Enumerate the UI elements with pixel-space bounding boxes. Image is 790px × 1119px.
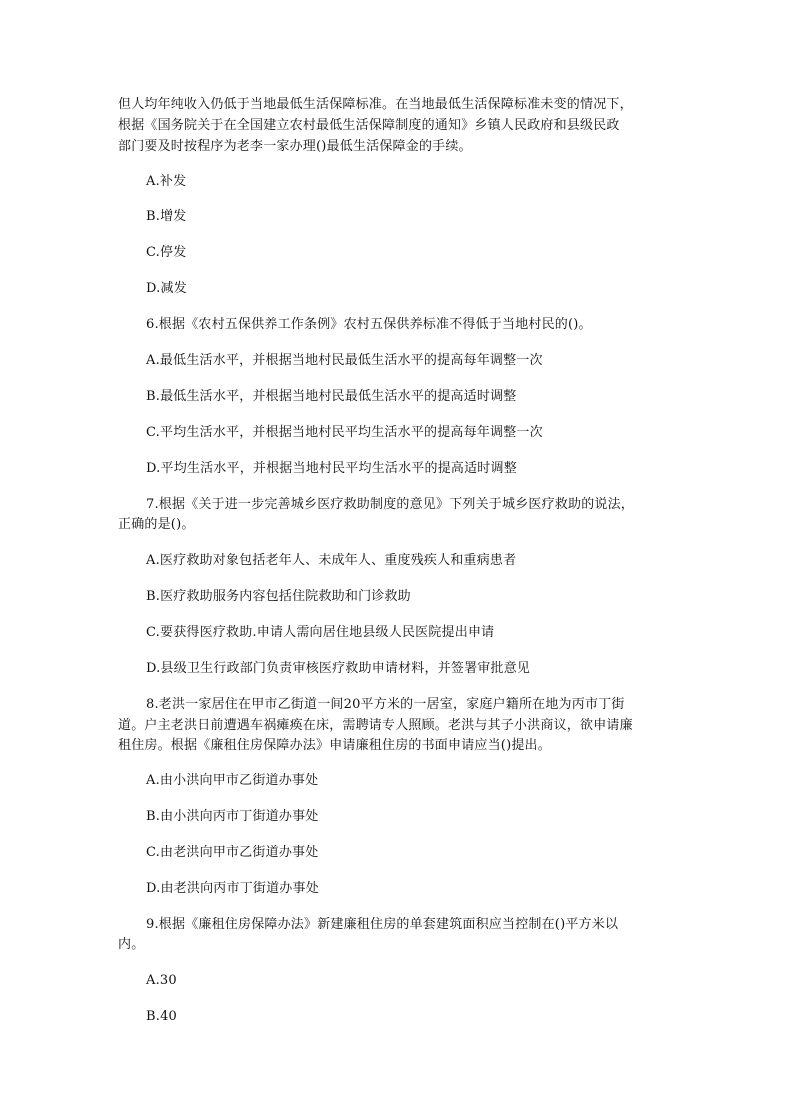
q6-option-b: B.最低生活水平，并根据当地村民最低生活水平的提高适时调整 bbox=[146, 389, 517, 404]
q7-stem-line-1: 7.根据《关于进一步完善城乡医疗救助制度的意见》下列关于城乡医疗救助的说法， bbox=[146, 497, 635, 512]
q6-option-a: A.最低生活水平，并根据当地村民最低生活水平的提高每年调整一次 bbox=[146, 353, 543, 368]
q8-option-a: A.由小洪向甲市乙街道办事处 bbox=[146, 773, 319, 788]
q7-stem-line-2: 正确的是()。 bbox=[118, 517, 195, 532]
q8-stem-line-2: 道。户主老洪日前遭遇车祸瘫痪在床，需聘请专人照顾。老洪与其子小洪商议，欲申请廉 bbox=[118, 718, 633, 733]
q9-stem-line-2: 内。 bbox=[118, 937, 145, 952]
q5-option-b: B.增发 bbox=[146, 209, 187, 224]
q5-option-d: D.减发 bbox=[146, 281, 187, 296]
q7-option-b: B.医疗救助服务内容包括住院救助和门诊救助 bbox=[146, 589, 411, 604]
q9-option-b: B.40 bbox=[146, 1009, 178, 1024]
q7-option-c: C.要获得医疗救助.申请人需向居住地县级人民医院提出申请 bbox=[146, 625, 495, 640]
intro-line-3: 部门要及时按程序为老李一家办理()最低生活保障金的手续。 bbox=[118, 139, 472, 154]
q5-option-c: C.停发 bbox=[146, 245, 187, 260]
intro-line-1: 但人均年纯收入仍低于当地最低生活保障标准。在当地最低生活保障标准未变的情况下， bbox=[118, 97, 633, 112]
q7-option-a: A.医疗救助对象包括老年人、未成年人、重度残疾人和重病患者 bbox=[146, 553, 517, 568]
q6-option-c: C.平均生活水平，并根据当地村民平均生活水平的提高每年调整一次 bbox=[146, 425, 543, 440]
q6-option-d: D.平均生活水平，并根据当地村民平均生活水平的提高适时调整 bbox=[146, 461, 517, 476]
q9-stem-line-1: 9.根据《廉租住房保障办法》新建廉租住房的单套建筑面积应当控制在()平方米以 bbox=[146, 917, 619, 932]
q8-option-c: C.由老洪向甲市乙街道办事处 bbox=[146, 845, 319, 860]
intro-line-2: 根据《国务院关于在全国建立农村最低生活保障制度的通知》乡镇人民政府和县级民政 bbox=[118, 118, 620, 133]
q5-option-a: A.补发 bbox=[146, 174, 187, 189]
q8-option-b: B.由小洪向丙市丁街道办事处 bbox=[146, 809, 319, 824]
q8-option-d: D.由老洪向丙市丁街道办事处 bbox=[146, 881, 319, 896]
q6-stem: 6.根据《农村五保供养工作条例》农村五保供养标准不得低于当地村民的()。 bbox=[146, 317, 592, 332]
q9-option-a: A.30 bbox=[146, 973, 177, 988]
q8-stem-line-1: 8.老洪一家居住在甲市乙街道一间20平方米的一居室，家庭户籍所在地为丙市丁街 bbox=[146, 697, 625, 712]
q8-stem-line-3: 租住房。根据《廉租住房保障办法》申请廉租住房的书面申请应当()提出。 bbox=[118, 738, 551, 753]
q7-option-d: D.县级卫生行政部门负责审核医疗救助申请材料，并签署审批意见 bbox=[146, 661, 531, 676]
